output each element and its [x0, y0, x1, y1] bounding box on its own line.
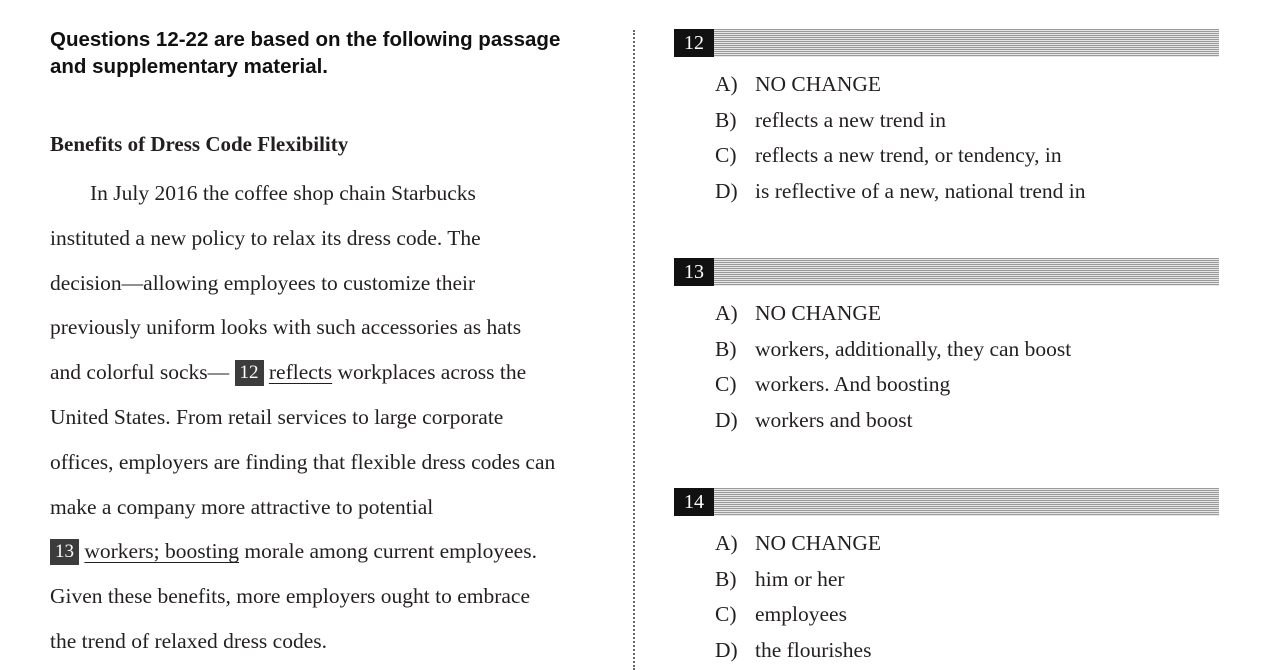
underlined-phrase-13[interactable]: workers; boosting	[84, 539, 240, 564]
answer-options	[674, 286, 1219, 438]
answer-option-b[interactable]	[715, 562, 1219, 598]
question-number: 12	[674, 29, 714, 57]
question-marker-13[interactable]: 13	[50, 539, 79, 565]
question-header	[674, 488, 1219, 516]
passage-line: decision—allowing employees to customize their	[50, 270, 476, 295]
passage-intro	[50, 26, 610, 80]
passage-text-segment: workplaces across the	[332, 360, 527, 385]
option-text: him or her	[755, 566, 845, 591]
passage-text-segment: morale among current employees.	[239, 539, 537, 564]
question-header	[674, 29, 1219, 57]
passage-title: Benefits of Dress Code Flexibility	[50, 132, 349, 156]
passage-line: Given these benefits, more employers ought to embrace	[50, 584, 531, 609]
passage-line: instituted a new policy to relax its dress code. The	[50, 225, 481, 250]
option-text: workers and boost	[755, 407, 913, 432]
passage-line: the trend of relaxed dress codes.	[50, 628, 328, 653]
question-marker-12[interactable]: 12	[235, 360, 264, 386]
passage-text-segment: and colorful socks—	[50, 360, 230, 385]
answer-option-b[interactable]	[715, 103, 1219, 139]
option-letter: B)	[715, 336, 737, 361]
column-divider	[633, 30, 635, 670]
answer-option-c[interactable]	[715, 597, 1219, 633]
passage-line: previously uniform looks with such accessories as hats	[50, 315, 522, 340]
option-text: workers. And boosting	[755, 372, 951, 396]
option-letter: A)	[715, 72, 738, 96]
answer-option-a[interactable]	[715, 67, 1219, 103]
option-text: reflects a new trend, or tendency, in	[755, 143, 1062, 167]
option-letter: A)	[715, 531, 738, 555]
option-text: reflects a new trend in	[755, 107, 947, 132]
option-text: NO CHANGE	[755, 72, 882, 96]
passage-column	[50, 26, 610, 653]
question-block-12	[674, 29, 1219, 209]
intro-line-2: and supplementary material.	[50, 55, 328, 78]
answer-option-c[interactable]	[715, 138, 1219, 174]
answer-option-b[interactable]	[715, 332, 1219, 368]
option-letter: B)	[715, 566, 737, 591]
underlined-phrase-12[interactable]: reflects	[268, 360, 333, 385]
option-letter: C)	[715, 602, 737, 626]
answer-option-d[interactable]	[715, 403, 1219, 439]
passage-line	[50, 529, 610, 574]
passage-line: United States. From retail services to large corporate	[50, 404, 504, 429]
answer-option-c[interactable]	[715, 367, 1219, 403]
passage-text	[50, 171, 610, 664]
answer-options	[674, 516, 1219, 668]
option-text: is reflective of a new, national trend in	[755, 178, 1086, 203]
intro-line-1: Questions 12-22 are based on the following passage	[50, 28, 561, 51]
option-letter: C)	[715, 372, 737, 396]
option-text: NO CHANGE	[755, 531, 882, 555]
question-number: 13	[674, 258, 714, 286]
question-block-14	[674, 488, 1219, 668]
answer-option-a[interactable]	[715, 526, 1219, 562]
question-number: 14	[674, 488, 714, 516]
question-block-13	[674, 258, 1219, 438]
answer-option-a[interactable]	[715, 296, 1219, 332]
option-letter: D)	[715, 407, 738, 432]
option-text: NO CHANGE	[755, 301, 882, 325]
option-text: the flourishes	[755, 637, 872, 662]
passage-line: offices, employers are finding that flexible dress codes can	[50, 449, 556, 474]
option-text: workers, additionally, they can boost	[755, 336, 1072, 361]
option-letter: B)	[715, 107, 737, 132]
answer-options	[674, 57, 1219, 209]
option-letter: D)	[715, 637, 738, 662]
option-text: employees	[755, 602, 847, 626]
passage-line: make a company more attractive to potential	[50, 494, 434, 519]
option-letter: A)	[715, 301, 738, 325]
passage-line	[50, 350, 610, 395]
passage-line: In July 2016 the coffee shop chain Starbucks	[90, 181, 476, 205]
answer-option-d[interactable]	[715, 633, 1219, 669]
question-header	[674, 258, 1219, 286]
option-letter: D)	[715, 178, 738, 203]
answer-option-d[interactable]	[715, 174, 1219, 210]
option-letter: C)	[715, 143, 737, 167]
